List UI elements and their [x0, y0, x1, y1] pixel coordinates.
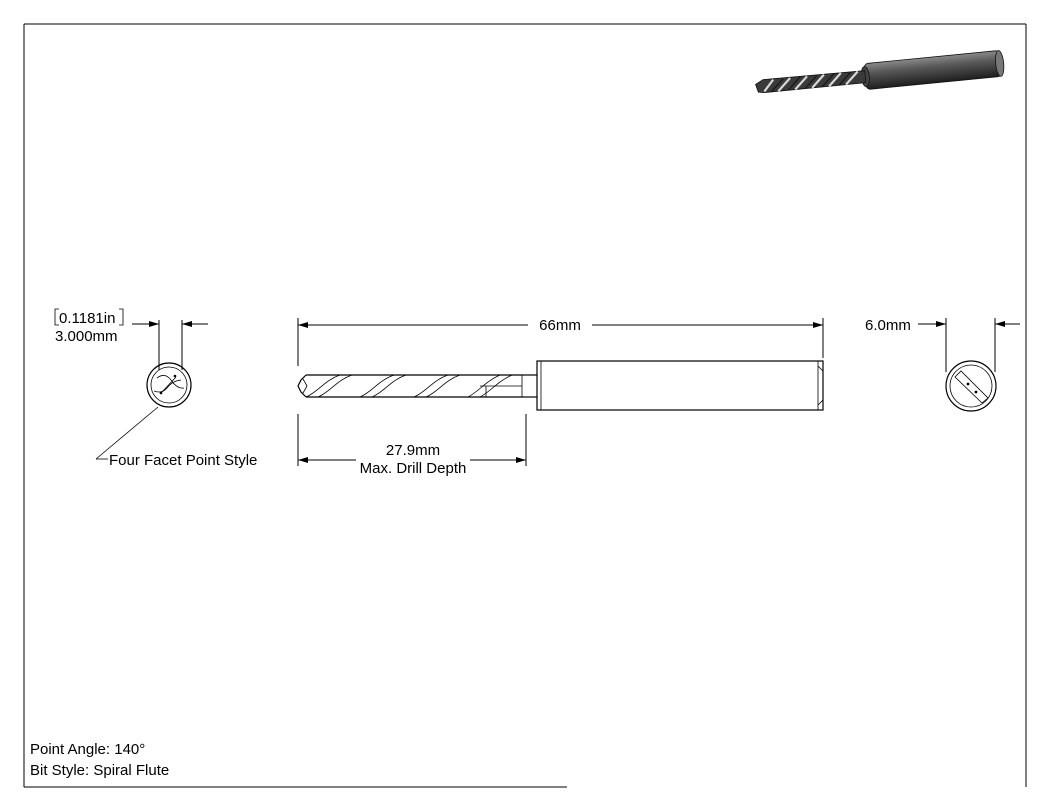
- drawing-border: [24, 24, 1026, 787]
- isometric-drill-view: [755, 50, 1005, 100]
- point-style-note: Four Facet Point Style: [109, 452, 258, 469]
- front-point-view: [147, 363, 191, 407]
- shank-diameter-dimension: [865, 317, 1020, 372]
- drill-depth-label: Max. Drill Depth: [359, 460, 467, 477]
- point-style-leader: [96, 407, 257, 469]
- drill-depth-value: 27.9mm: [385, 442, 441, 459]
- overall-length-label: 66mm: [539, 317, 581, 334]
- bit-style-note: Bit Style: Spiral Flute: [30, 762, 170, 779]
- shank-diameter-label: 6.0mm: [865, 317, 911, 334]
- drill-depth-dimension: [298, 414, 526, 477]
- front-diameter-mm: 3.000mm: [55, 328, 118, 345]
- notes-block: [30, 741, 169, 779]
- end-shank-view: [946, 361, 996, 411]
- point-angle-note: Point Angle: 140°: [30, 741, 146, 758]
- front-diameter-inches: 0.1181in: [59, 310, 116, 327]
- overall-length-dimension: [298, 317, 823, 366]
- side-drill-view: [298, 361, 823, 410]
- front-diameter-dimension: [55, 309, 208, 370]
